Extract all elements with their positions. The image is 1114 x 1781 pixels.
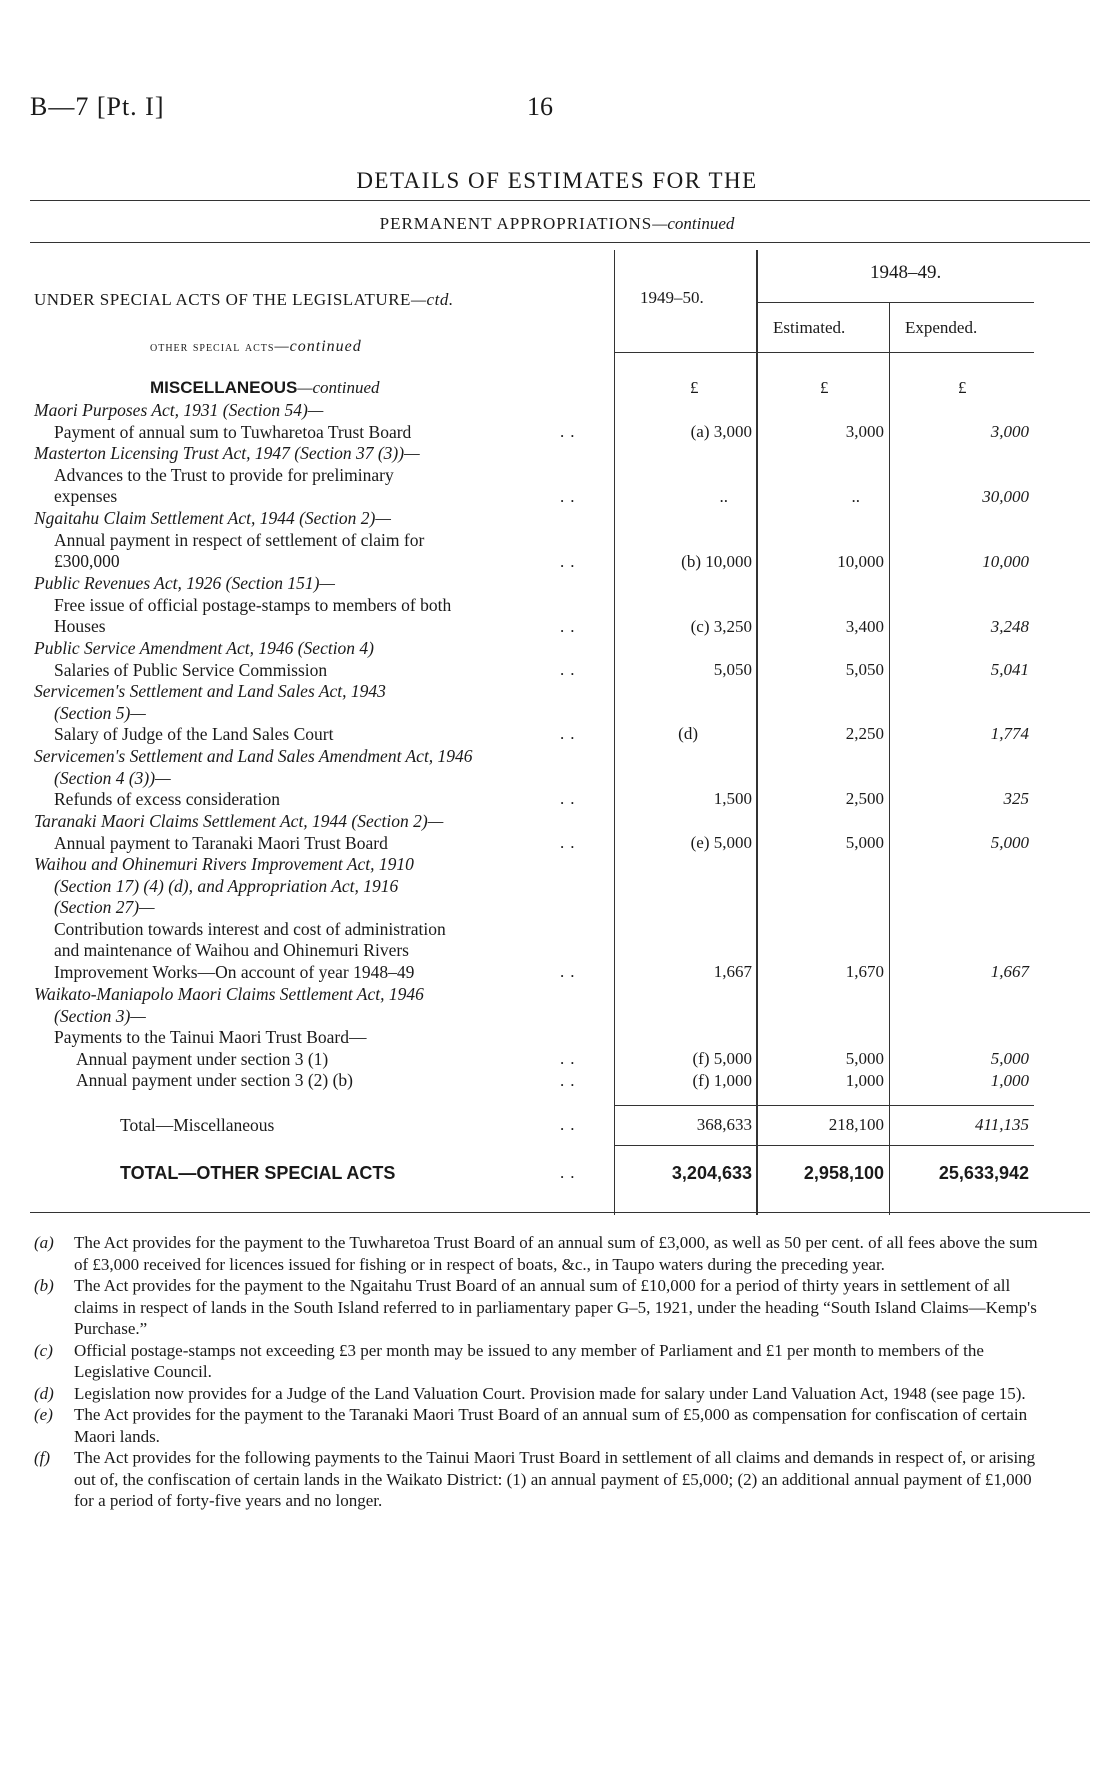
footnote-e: (e) The Act provides for the payment to the Taranaki Maori Trust Board of an annual sum of £5,000 as compensation for confiscation of certain Maori lands. <box>34 1405 1028 1446</box>
value-current: (f) 5,000 <box>692 1049 752 1068</box>
column-divider-3 <box>889 302 890 1215</box>
leader-dots: .. <box>560 1163 581 1182</box>
value-expended: 5,000 <box>990 833 1029 852</box>
value-current: (d) <box>678 724 698 743</box>
entry-ngaitahu: Ngaitahu Claim Settlement Act, 1944 (Section 2)— Annual payment in respect of settlement of claim for £300,000 <box>34 508 425 571</box>
title-rule <box>30 200 1090 201</box>
value-expended: 5,000 <box>990 1049 1029 1068</box>
leader-dots: .. <box>560 833 581 852</box>
value-current: 1,667 <box>713 962 752 981</box>
entry-waihou-ohinemuri: Waihou and Ohinemuri Rivers Improvement Act, 1910 (Section 17) (4) (d), and Appropriation Act, 1916 (Section 27)— Contribution towards interest and cost of administration and maintenance of Waihou and Ohinemuri Rivers Improvement Works—On account of year 1948–49 <box>34 854 446 982</box>
total-other-expended: 25,633,942 <box>938 1163 1029 1183</box>
value-current: (a) 3,000 <box>690 422 752 441</box>
entry-servicemen-1946: Servicemen's Settlement and Land Sales Amendment Act, 1946 (Section 4 (3))— Refunds of excess consideration <box>34 746 473 809</box>
expended-heading: Expended. <box>905 318 978 337</box>
value-expended: 30,000 <box>982 487 1029 506</box>
subtitle-rule <box>30 242 1090 243</box>
value-expended: 5,041 <box>990 660 1029 679</box>
page-subtitle <box>0 214 1114 234</box>
value-estimated: .. <box>851 487 860 506</box>
value-current: (f) 1,000 <box>692 1071 752 1090</box>
value-current: (c) 3,250 <box>690 617 752 636</box>
total-other-estimated: 2,958,100 <box>803 1163 884 1183</box>
page-title: DETAILS OF ESTIMATES FOR THE <box>356 168 758 193</box>
total-misc-rule <box>614 1105 1034 1106</box>
value-current: 1,500 <box>713 789 752 808</box>
entry-waikato-maniapoto: Waikato-Maniapolo Maori Claims Settlement Act, 1946 (Section 3)— Payments to the Tainui Maori Trust Board— Annual payment under section 3 (1) Annual payment under section 3 (2) (b) <box>34 984 424 1090</box>
value-expended: 1,000 <box>990 1071 1029 1090</box>
value-expended: 325 <box>1003 789 1029 808</box>
currency-col3: £ <box>958 378 967 397</box>
value-expended: 10,000 <box>982 552 1029 571</box>
total-other-current: 3,204,633 <box>671 1163 752 1183</box>
value-current: (e) 5,000 <box>690 833 752 852</box>
entry-public-service: Public Service Amendment Act, 1946 (Section 4) Salaries of Public Service Commission <box>34 638 375 680</box>
total-misc-bottom-rule <box>614 1145 1034 1146</box>
leader-dots: .. <box>560 789 581 808</box>
leader-dots: .. <box>560 962 581 981</box>
value-expended: 3,248 <box>990 617 1029 636</box>
total-other-label: TOTAL—OTHER SPECIAL ACTS <box>120 1163 396 1183</box>
footnote-d: (d) Legislation now provides for a Judge of the Land Valuation Court. Provision made for salary under Land Valuation Act, 1948 (see page 15). <box>34 1383 1026 1403</box>
value-estimated: 2,250 <box>845 724 884 743</box>
currency-col1: £ <box>690 378 699 397</box>
page-header <box>30 92 1090 132</box>
value-expended: 1,774 <box>990 724 1029 743</box>
entry-masterton: Masterton Licensing Trust Act, 1947 (Section 37 (3))— Advances to the Trust to provide for preliminary expenses <box>34 443 420 506</box>
value-current: (b) 10,000 <box>681 552 752 571</box>
value-estimated: 10,000 <box>837 552 884 571</box>
year-split-rule <box>756 302 1034 303</box>
leader-dots: .. <box>560 724 581 743</box>
value-estimated: 5,000 <box>845 1049 884 1068</box>
entry-servicemen-1943: Servicemen's Settlement and Land Sales Act, 1943 (Section 5)— Salary of Judge of the Land Sales Court <box>34 681 386 744</box>
total-misc-expended: 411,135 <box>975 1115 1029 1134</box>
year-prev-heading: 1948–49. <box>870 262 942 283</box>
value-estimated: 2,500 <box>845 789 884 808</box>
column-divider-1 <box>614 250 615 1215</box>
leader-dots: .. <box>560 552 581 571</box>
leader-dots: .. <box>560 617 581 636</box>
footnote-a: (a) The Act provides for the payment to the Tuwharetoa Trust Board of an annual sum of £3,000, as well as 50 per cent. of all fees above the sum of £3,000 received for licences issued for fishing or in respect of boats, &c., in Taupo waters during the preceding year. <box>34 1233 1038 1274</box>
total-misc-label: Total—Miscellaneous <box>120 1115 275 1135</box>
value-estimated: 3,400 <box>845 617 884 636</box>
leader-dots: .. <box>560 1115 581 1134</box>
value-current: .. <box>719 487 728 506</box>
total-misc-estimated: 218,100 <box>828 1115 884 1134</box>
leader-dots: .. <box>560 1071 581 1090</box>
value-expended: 1,667 <box>990 962 1029 981</box>
section-heading: UNDER SPECIAL ACTS OF THE LEGISLATURE—ctd. <box>34 290 454 309</box>
entry-public-revenues: Public Revenues Act, 1926 (Section 151)— Free issue of official postage-stamps to members of both Houses <box>34 573 452 636</box>
leader-dots: .. <box>560 422 581 441</box>
table-bottom-rule <box>30 1212 1090 1213</box>
footnote-c: (c) Official postage-stamps not exceeding £3 per month may be issued to any member of Parliament and £1 per month to members of the Legislative Council. <box>34 1340 984 1381</box>
leader-dots: .. <box>560 1049 581 1068</box>
footnote-f: (f) The Act provides for the following payments to the Tainui Maori Trust Board in settlement of all claims and demands in respect of, or arising out of, the confiscation of certain lands in the Waikato District: (1) an annual payment of £5,000; (2) an additional annual payment of £1,000 for a period of forty-five years and no longer. <box>34 1448 1036 1510</box>
value-estimated: 5,000 <box>845 833 884 852</box>
subtitle-cont: —continued <box>652 214 735 233</box>
entry-maori-purposes: Maori Purposes Act, 1931 (Section 54)— Payment of annual sum to Tuwharetoa Trust Board <box>34 400 412 442</box>
value-estimated: 5,050 <box>845 660 884 679</box>
value-estimated: 3,000 <box>845 422 884 441</box>
miscellaneous-heading: MISCELLANEOUS—continued <box>150 378 380 397</box>
value-estimated: 1,000 <box>845 1071 884 1090</box>
footnote-b: (b) The Act provides for the payment to the Ngaitahu Trust Board of an annual sum of £10,000 for a period of thirty years in settlement of all claims in respect of lands in the South Island referred to in parliamentary paper G–5, 1921, under the heading “South Island Claims—Kemp's Purchase.” <box>34 1276 1037 1338</box>
total-misc-current: 368,633 <box>696 1115 752 1134</box>
value-current: 5,050 <box>713 660 752 679</box>
column-head-rule <box>614 352 1034 353</box>
estimated-heading: Estimated. <box>773 318 846 337</box>
currency-col2: £ <box>820 378 829 397</box>
page-number: 16 <box>527 92 553 121</box>
footnotes <box>34 1232 1054 1512</box>
subtitle-main: PERMANENT APPROPRIATIONS <box>379 214 653 233</box>
value-expended: 3,000 <box>990 422 1029 441</box>
subsection-heading: other special acts—continued <box>150 338 362 355</box>
leader-dots: .. <box>560 487 581 506</box>
leader-dots: .. <box>560 660 581 679</box>
value-estimated: 1,670 <box>845 962 884 981</box>
column-divider-2 <box>756 250 758 1215</box>
entry-taranaki: Taranaki Maori Claims Settlement Act, 1944 (Section 2)— Annual payment to Taranaki Maori Trust Board <box>34 811 444 853</box>
year-current-heading: 1949–50. <box>640 288 704 307</box>
document-reference: B—7 [Pt. I] <box>30 92 165 121</box>
